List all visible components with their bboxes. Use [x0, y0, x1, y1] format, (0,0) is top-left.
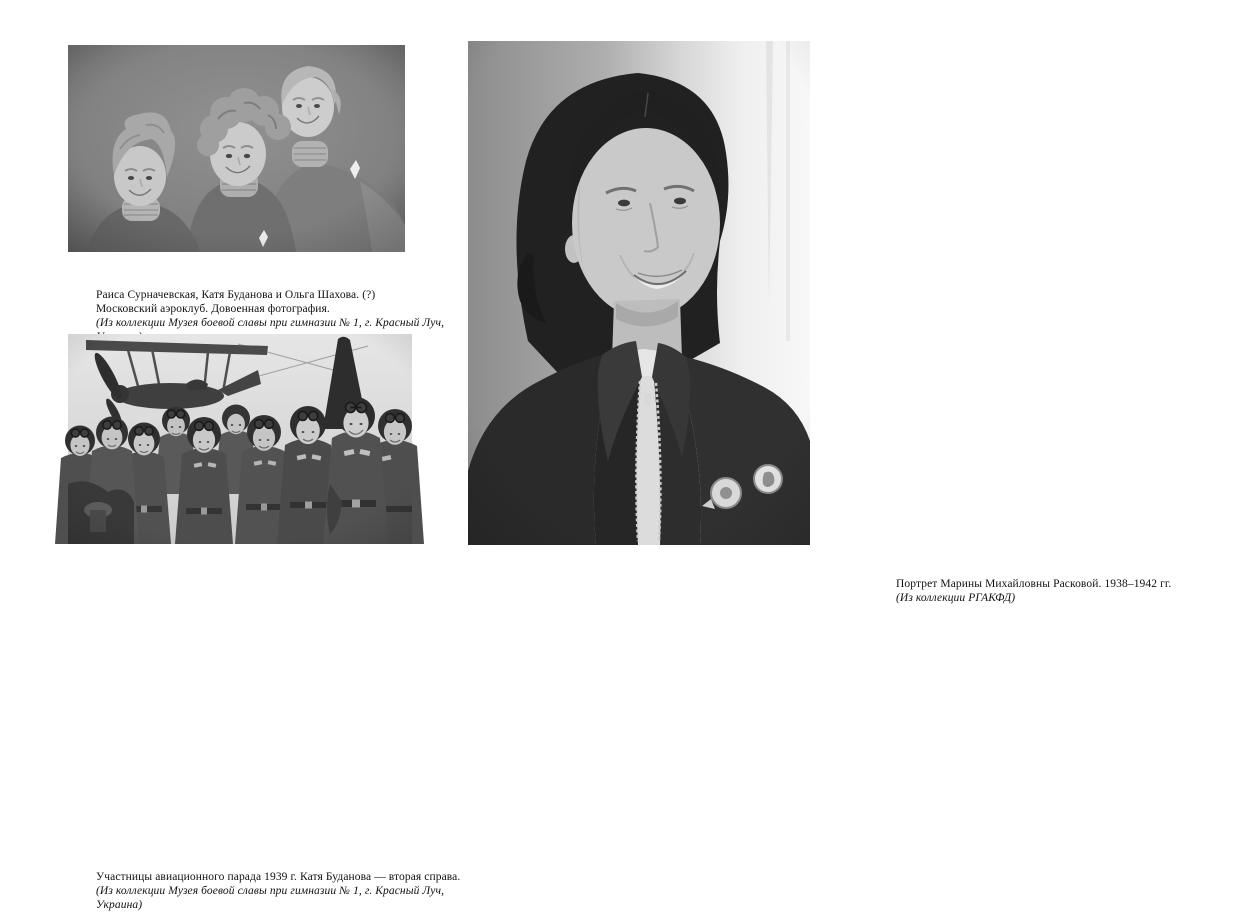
caption-text-line: Раиса Сурначевская, Катя Буданова и Ольга Шахова. (?): [96, 289, 376, 301]
caption-text-line: Портрет Марины Михайловны Расковой. 1938–1942 гг.: [896, 578, 1172, 590]
photo-vignette: [68, 334, 412, 544]
caption-text-line: Участницы авиационного парада 1939 г. Катя Буданова — вторая справа.: [96, 871, 461, 883]
photo-three-women-illustration: [68, 45, 405, 252]
caption-credit-line: Украина): [96, 899, 143, 911]
caption-text-line: Московский аэроклуб. Довоенная фотография.: [96, 303, 330, 315]
photo-vignette: [468, 41, 810, 545]
caption-credit-line: (Из коллекции РГАКФД): [896, 592, 1016, 604]
photo-raskova-illustration: [468, 41, 810, 545]
photo-three-women-portrait: [68, 45, 445, 329]
photo-raskova-portrait: [468, 41, 1172, 604]
caption-credit-line: (Из коллекции Музея боевой славы при гимназии № 1, г. Красный Луч,: [96, 885, 445, 897]
caption-bottom-left: [96, 870, 466, 912]
photo-vignette: [68, 45, 405, 252]
caption-credit-line: (Из коллекции Музея боевой славы при гимназии № 1, г. Красный Луч,: [96, 317, 445, 329]
caption-right: [896, 577, 1246, 605]
photo-aviators-group: [68, 334, 461, 911]
photo-aviators-illustration: [68, 334, 412, 544]
